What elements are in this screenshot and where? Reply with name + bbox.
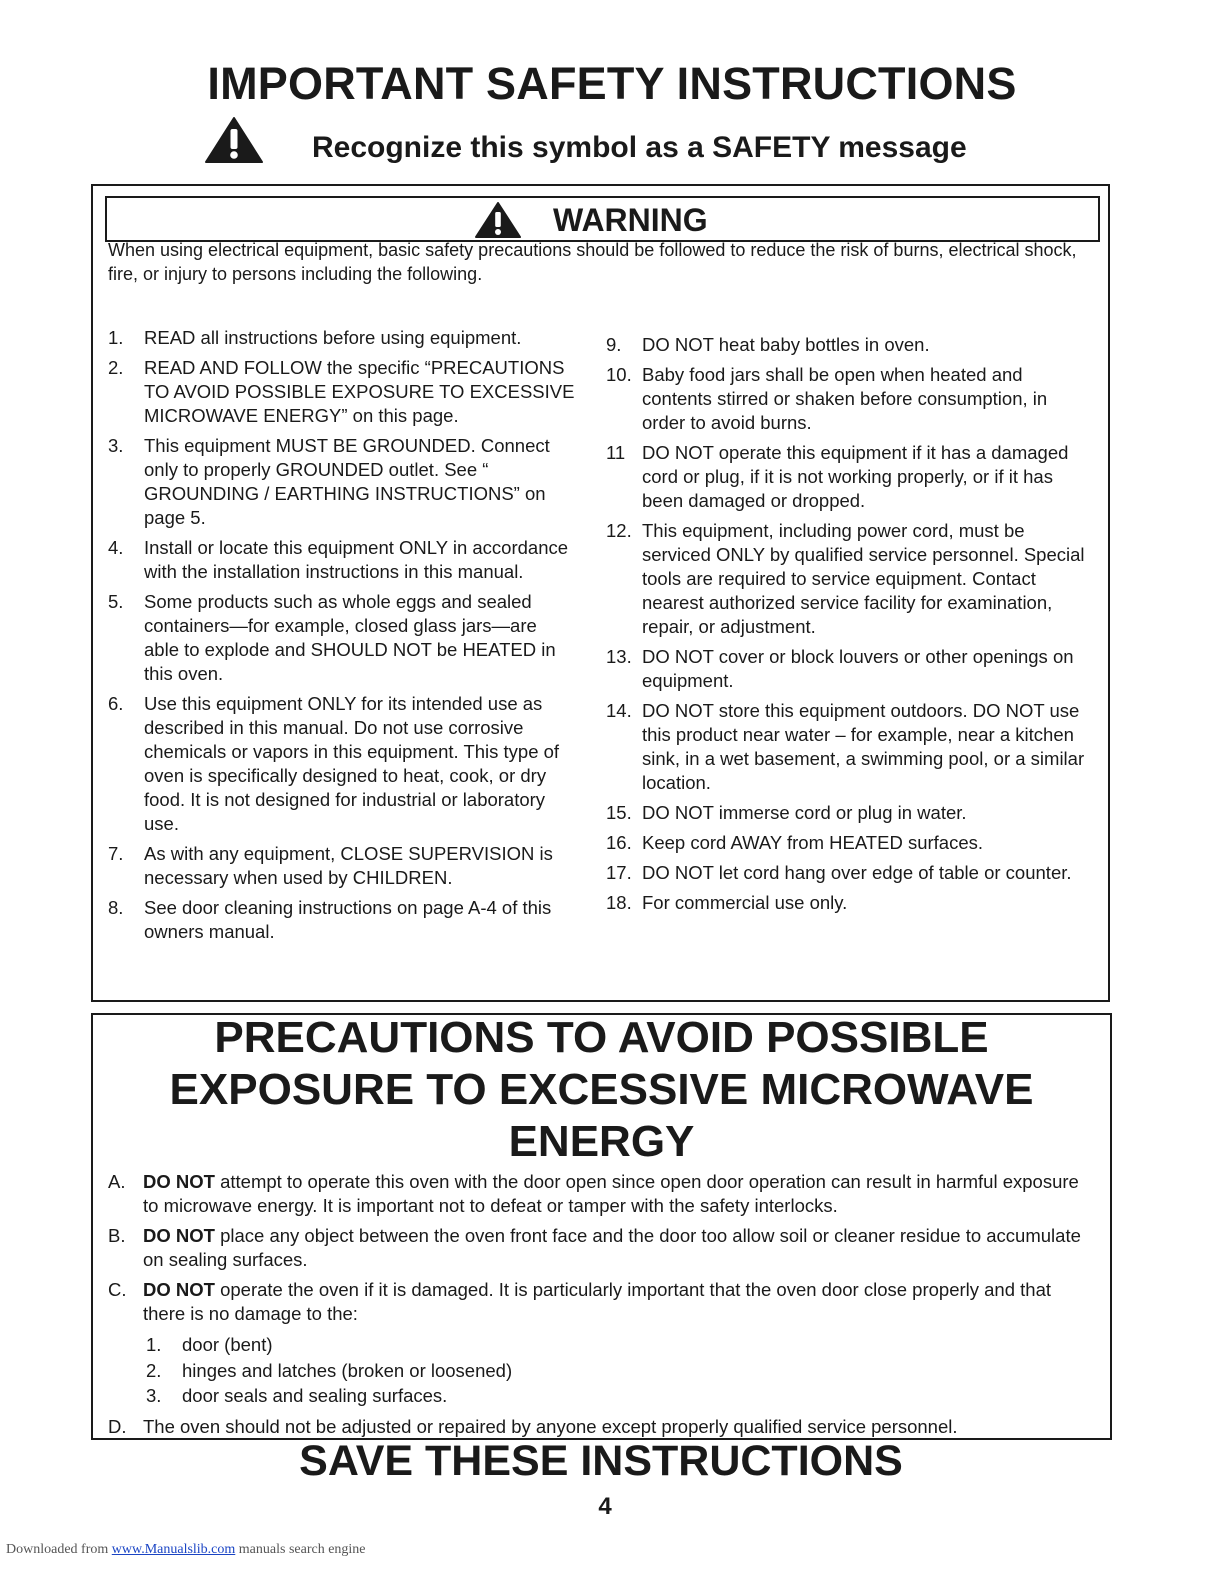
item-text: Keep cord AWAY from HEATED surfaces. [642,832,983,853]
list-item [108,842,576,890]
list-item [606,861,1088,885]
list-item [108,326,576,350]
item-number: 1. [108,327,124,348]
item-text: DO NOT operate this equipment if it has a damaged cord or plug, if it is not working properly, or if it has been damaged or dropped. [642,442,1069,511]
list-item [606,699,1088,795]
item-number: 9. [606,334,622,355]
item-text: operate the oven if it is damaged. It is particularly important that the oven door close properly and that there is no damage to the: [143,1279,1052,1324]
item-number: 5. [108,591,124,612]
item-number: 6. [108,693,124,714]
list-item [606,519,1088,639]
item-text: See door cleaning instructions on page A-4 of this owners manual. [144,897,552,942]
page-title: IMPORTANT SAFETY INSTRUCTIONS [207,58,1017,109]
item-text: place any object between the oven front face and the door too allow soil or cleaner residue to accumulate on sealing surfaces. [143,1225,1081,1270]
footer-prefix: Downloaded from [6,1542,112,1557]
save-instructions-heading: SAVE THESE INSTRUCTIONS [299,1437,903,1485]
precaution-item-a [108,1170,1098,1218]
item-text: The oven should not be adjusted or repaired by anyone except properly qualified service personnel. [143,1415,958,1437]
item-text: door (bent) [182,1334,273,1355]
item-number: 2. [146,1359,162,1381]
damage-sublist [108,1332,1098,1409]
download-footer [6,1542,366,1558]
footer-suffix: manuals search engine [235,1542,366,1557]
item-text: This equipment MUST BE GROUNDED. Connect only to properly GROUNDED outlet. See “ GROUNDING / EARTHING INSTRUCTIONS” on page 5. [144,435,550,528]
item-number: 16. [606,832,632,853]
emphasis: DO NOT [143,1171,215,1192]
item-letter: B. [108,1225,126,1246]
warning-list-left [108,326,576,950]
item-text: DO NOT cover or block louvers or other openings on equipment. [642,646,1074,691]
item-text: Install or locate this equipment ONLY in accordance with the installation instructions in this manual. [144,537,569,582]
item-number: 13. [606,646,632,667]
item-text: For commercial use only. [642,892,848,913]
item-text: Some products such as whole eggs and sealed containers—for example, closed glass jars—are able to explode and SHOULD NOT be HEATED in this oven. [144,591,556,684]
item-text: This equipment, including power cord, must be serviced ONLY by qualified service personnel. Special tools are required to service equipment. Contact nearest authorized service facility for examination, repair, or adjustment. [642,520,1085,637]
list-item [108,434,576,530]
warning-list-right [606,333,1088,921]
page-number: 4 [598,1493,612,1520]
list-item [108,1383,1098,1409]
manualslib-link[interactable]: www.Manualslib.com [111,1542,236,1557]
warning-label: WARNING [553,202,708,238]
item-number: 4. [108,537,124,558]
list-item [108,1332,1098,1358]
list-item [108,692,576,836]
warning-triangle-icon [204,116,264,164]
item-number: 2. [108,357,124,378]
precaution-item-c [108,1278,1098,1326]
item-text: DO NOT heat baby bottles in oven. [642,334,930,355]
item-text: DO NOT immerse cord or plug in water. [642,802,967,823]
item-number: 12. [606,520,632,541]
list-item [606,441,1088,513]
list-item [108,536,576,584]
item-number: 3. [108,435,124,456]
list-item [108,896,576,944]
item-number: 11 [606,442,626,463]
item-letter: A. [108,1171,126,1192]
list-item [606,891,1088,915]
item-text: READ all instructions before using equipment. [144,327,522,348]
list-item [108,356,576,428]
item-number: 14. [606,700,632,721]
item-text: Use this equipment ONLY for its intended use as described in this manual. Do not use corrosive chemicals or vapors in this equipment. This type of oven is specifically designed to heat, cook, or dry food. It is not designed for industrial or laboratory use. [144,693,560,834]
item-text: Baby food jars shall be open when heated and contents stirred or shaken before consumption, in order to avoid burns. [642,364,1048,433]
warning-header [105,196,1100,242]
list-item [606,363,1088,435]
item-letter: C. [108,1279,127,1300]
list-item [606,333,1088,357]
precaution-item-b [108,1224,1098,1272]
item-text: hinges and latches (broken or loosened) [182,1359,513,1381]
list-item [606,645,1088,693]
item-number: 3. [146,1385,162,1406]
item-number: 1. [146,1334,162,1355]
safety-symbol-row [204,116,1024,168]
item-letter: D. [108,1415,127,1437]
item-number: 7. [108,843,124,864]
item-number: 8. [108,897,124,918]
item-text: As with any equipment, CLOSE SUPERVISION is necessary when used by CHILDREN. [144,843,553,888]
list-item [108,1358,1098,1384]
list-item [108,590,576,686]
emphasis: DO NOT [143,1279,215,1300]
list-item [606,831,1088,855]
item-text: DO NOT let cord hang over edge of table or counter. [642,862,1072,883]
warning-triangle-icon [474,201,522,239]
item-number: 18. [606,892,632,913]
emphasis: DO NOT [143,1225,215,1246]
item-number: 10. [606,364,632,385]
item-text: READ AND FOLLOW the specific “PRECAUTIONS TO AVOID POSSIBLE EXPOSURE TO EXCESSIVE MICROWAVE ENERGY” on this page. [144,357,575,426]
symbol-caption: Recognize this symbol as a SAFETY message [312,131,967,164]
list-item [606,801,1088,825]
item-number: 15. [606,802,632,823]
item-text: DO NOT store this equipment outdoors. DO NOT use this product near water – for example, near a kitchen sink, in a wet basement, a swimming pool, or a similar location. [642,700,1085,793]
item-number: 17. [606,862,632,883]
precautions-title [91,1012,1112,1168]
item-text: door seals and sealing surfaces. [182,1385,448,1406]
precautions-list [108,1170,1098,1445]
precautions-title-line: ENERGY [508,1117,695,1166]
precautions-title-line: PRECAUTIONS TO AVOID POSSIBLE [214,1013,989,1062]
warning-intro: When using electrical equipment, basic safety precautions should be followed to reduce the risk of burns, electrical shock, fire, or injury to persons including the following. [108,240,1077,284]
precautions-title-line: EXPOSURE TO EXCESSIVE MICROWAVE [169,1065,1034,1114]
item-text: attempt to operate this oven with the door open since open door operation can result in harmful exposure to microwave energy. It is important not to defeat or tamper with the safety interlocks. [143,1171,1079,1216]
